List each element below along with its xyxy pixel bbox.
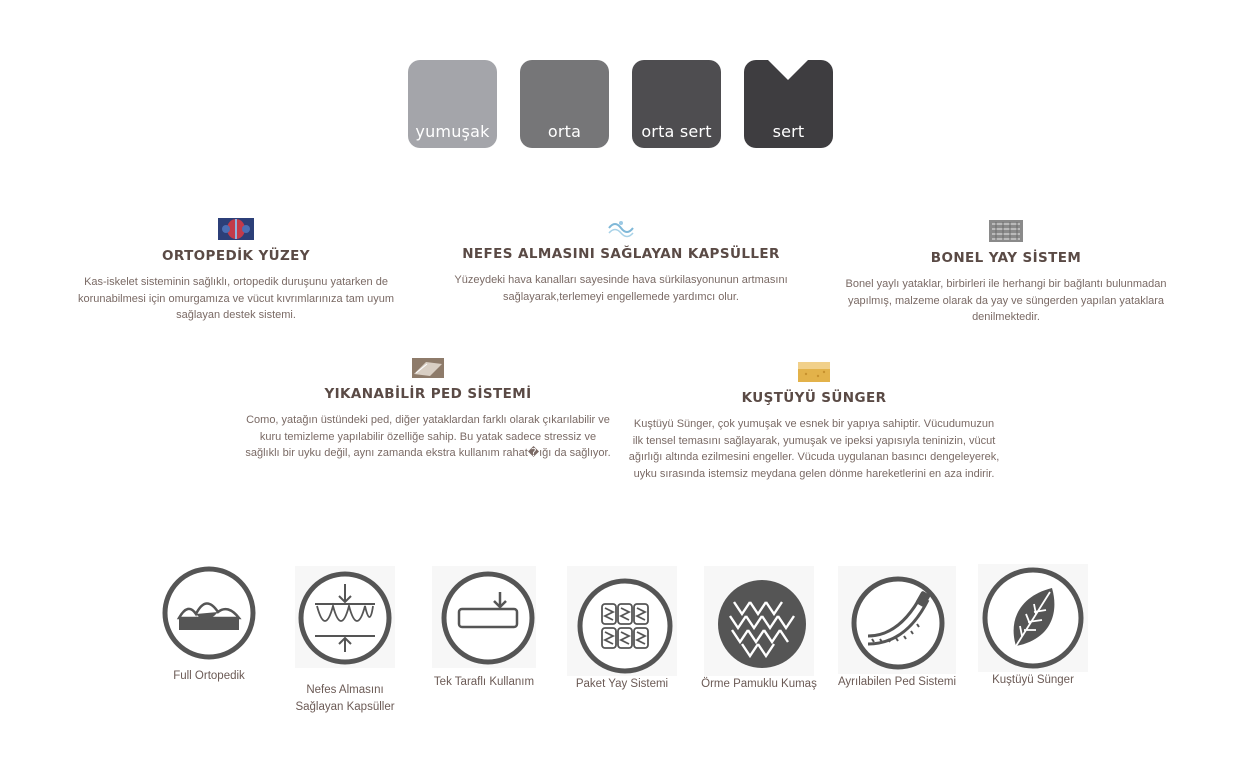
icon-item-one-sided	[426, 566, 542, 691]
pocket-spring-icon	[567, 566, 677, 676]
icon-item-breathing	[291, 566, 399, 715]
feature-title: ORTOPEDİK YÜZEY	[162, 248, 310, 264]
icon-item-leaf	[974, 564, 1092, 689]
spring-image-icon	[989, 220, 1023, 242]
firmness-medium-tile[interactable]	[520, 60, 609, 148]
firmness-firm-tile[interactable]	[744, 60, 833, 148]
one-sided-icon	[432, 566, 536, 668]
feature-text: Como, yatağın üstündeki ped, diğer yataklardan farklı olarak çıkarılabilir ve kuru temizleme yapılabilir özelliğe sahip. Bu yatak sadece stressiz ve sağlıklı bir uyku değil, aynı zamanda ekstra kullanım rahat�ığı da sağlıyor.	[245, 414, 611, 459]
icon-label: Kuştüyü Sünger	[992, 674, 1074, 686]
firmness-label: orta sert	[641, 122, 712, 141]
pad-image-icon	[412, 358, 444, 378]
spine-image-icon	[218, 218, 254, 240]
feature-feather-foam	[628, 362, 1000, 482]
feature-text: Kas-iskelet sisteminin sağlıklı, ortopedik duruşunu yatarken de korunabilmesi için omurgamıza ve vücut kıvrımlarınıza tam uyum sağlayan destek sistemi.	[77, 276, 395, 321]
feature-title: NEFES ALMASINI SAĞLAYAN KAPSÜLLER	[462, 246, 780, 262]
knitted-fabric-icon	[704, 566, 814, 676]
firmness-label: sert	[772, 122, 805, 141]
zipper-icon	[838, 566, 956, 674]
leaf-icon	[978, 564, 1088, 672]
icon-label: Ayrılabilen Ped Sistemi	[837, 676, 957, 688]
firmness-label: yumuşak	[415, 122, 490, 141]
feature-orthopedic	[72, 218, 400, 324]
feature-text: Kuştüyü Sünger, çok yumuşak ve esnek bir yapıya sahiptir. Vücudumuzun ilk tensel temasını sağlayarak, yumuşak ve ipeksi yapısıyla teninizin, vücut ağırlığı altında ezilmesini engeller. Vücuda uygulanan basıncı dengeleyerek, uyku sırasında istemsiz meydana gelen dönme hareketlerini en aza indirir.	[628, 418, 1000, 480]
icon-item-zipper	[836, 566, 958, 691]
feature-title: BONEL YAY SİSTEM	[930, 250, 1082, 266]
icon-label: Tek Taraflı Kullanım	[433, 676, 535, 688]
icon-item-knitted	[700, 566, 818, 693]
feature-text: Bonel yaylı yataklar, birbirleri ile herhangi bir bağlantı bulunmadan yapılmış, malzeme olarak da yay ve süngerden yapılan yataklara denilmektedir.	[845, 278, 1167, 323]
icon-item-orthopedic	[149, 564, 269, 685]
foam-image-icon	[798, 362, 830, 382]
feature-text: Yüzeydeki hava kanalları sayesinde hava sürkilasyonunun artmasını sağlayarak,terlemeyi engellemede yardımcı olur.	[454, 274, 788, 303]
feature-title: KUŞTÜYÜ SÜNGER	[741, 390, 887, 406]
firmness-medium-firm-tile[interactable]	[632, 60, 721, 148]
icon-label: Full Ortopedik	[173, 670, 245, 682]
notch-icon	[768, 60, 808, 82]
icon-item-pocket-spring	[564, 566, 680, 693]
feature-bonnell	[836, 220, 1176, 326]
breathing-capsule-icon	[295, 566, 395, 668]
air-capsule-image-icon	[605, 218, 637, 238]
icon-label: Paket Yay Sistemi	[575, 678, 669, 690]
orthopedic-icon	[160, 564, 258, 662]
firmness-label: orta	[547, 122, 582, 141]
feature-title: YIKANABİLİR PED SİSTEMİ	[324, 386, 532, 402]
firmness-soft-tile[interactable]	[408, 60, 497, 148]
feature-washable-pad	[244, 358, 612, 462]
icon-label: Örme Pamuklu Kumaş	[701, 678, 817, 690]
feature-breathing	[446, 218, 796, 305]
icon-label: Nefes Almasını Sağlayan Kapsüller	[295, 684, 395, 713]
